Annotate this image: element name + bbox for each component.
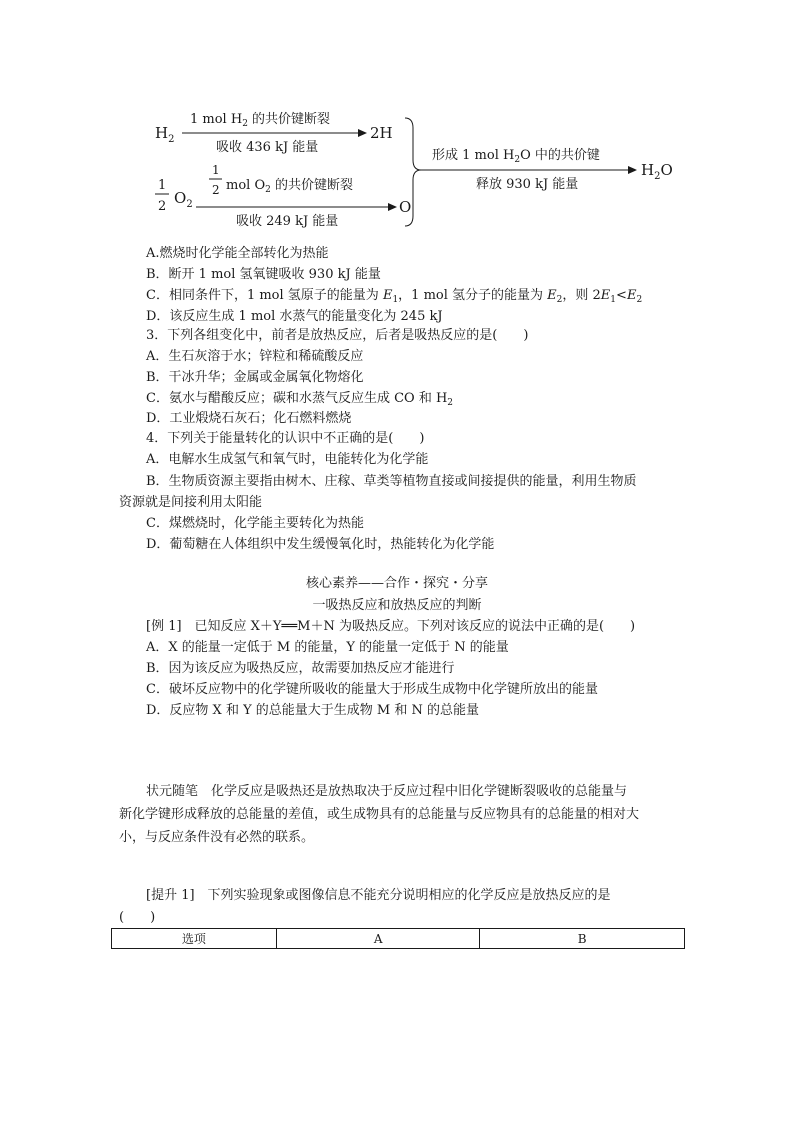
note-line-1: 状元随笔 化学反应是吸热还是放热取决于反应过程中旧化学键断裂吸收的总能量与: [146, 784, 628, 799]
section-subtitle: 一吸热反应和放热反应的判断: [312, 598, 482, 613]
practice1-paren: ( ): [119, 910, 156, 925]
product-h2o-label: $H_2O$: [641, 161, 673, 182]
h2-absorb-label: 吸收 436 kJ 能量: [216, 140, 319, 155]
q2-option-d: D．该反应生成 1 mol 水蒸气的能量变化为 245 kJ: [146, 309, 443, 324]
example1-stem: [例 1] 已知反应 X＋Y══M＋N 为吸热反应。下列对该反应的说法中正确的是( ): [146, 619, 636, 634]
q2-option-a: A.燃烧时化学能全部转化为热能: [146, 246, 329, 261]
q3-option-b: B．干冰升华；金属或金属氧化物熔化: [146, 370, 364, 385]
bond-energy-diagram: [0, 0, 794, 240]
o2-arrow-head: [388, 203, 397, 211]
q4-option-d: D．葡萄糖在人体组织中发生缓慢氧化时，热能转化为化学能: [146, 537, 495, 552]
o2-half-denominator: 2: [212, 183, 220, 197]
note-line-3: 小，与反应条件没有必然的联系。: [119, 830, 315, 845]
o2-label: $O_2$: [174, 189, 193, 210]
q3-stem: 3．下列各组变化中，前者是放热反应，后者是吸热反应的是( ): [146, 328, 529, 343]
q2-option-b: B．断开 1 mol 氢氧键吸收 930 kJ 能量: [146, 267, 381, 282]
q2-option-c: C．相同条件下，1 mol 氢原子的能量为 $E_1$，1 mol 氢分子的能量为 $E_2$，则 $2E_1<E_2$: [146, 288, 643, 305]
q4-option-c: C．煤燃烧时，化学能主要转化为热能: [146, 516, 364, 531]
q4-option-a: A．电解水生成氢气和氧气时，电能转化为化学能: [146, 452, 429, 467]
formation-arrow-head: [628, 166, 637, 174]
example1-option-a: A．X 的能量一定低于 M 的能量，Y 的能量一定低于 N 的能量: [146, 640, 509, 655]
table-header-a: A: [276, 929, 480, 949]
h2-bond-break-label: 1 mol $H_2$ 的共价键断裂: [190, 112, 331, 129]
o2-bond-break-label: mol $O_2$ 的共价键断裂: [226, 178, 353, 195]
section-title: 核心素养——合作・探究・分享: [305, 576, 488, 591]
q3-option-c: C．氨水与醋酸反应；碳和水蒸气反应生成 CO 和 $H_2$: [146, 391, 454, 408]
formation-label: 形成 1 mol $H_2O$ 中的共价键: [432, 148, 600, 165]
table-header-row: [112, 929, 685, 949]
atom-h-label: 2H: [370, 124, 393, 142]
atom-o-label: O: [399, 198, 412, 216]
note-line-2: 新化学键形成释放的总能量的差值，或生成物具有的总能量与反应物具有的总能量的相对大: [119, 807, 640, 822]
q4-option-b-line2: 资源就是间接利用太阳能: [119, 495, 263, 510]
practice1-stem: [提升 1] 下列实验现象或图像信息不能充分说明相应的化学反应是放热反应的是: [146, 888, 611, 903]
h2-label: $H_2$: [155, 124, 175, 145]
half-denominator: 2: [158, 199, 167, 214]
table-header-option: 选项: [112, 929, 277, 949]
example1-option-b: B．因为该反应为吸热反应，故需要加热反应才能进行: [146, 661, 455, 676]
options-table: [111, 928, 685, 949]
q4-option-b-line1: B．生物质资源主要指由树木、庄稼、草类等植物直接或间接提供的能量，利用生物质: [146, 474, 637, 489]
release-label: 释放 930 kJ 能量: [476, 177, 579, 192]
q3-option-a: A．生石灰溶于水；锌粒和稀硫酸反应: [146, 349, 364, 364]
h2-arrow-head: [358, 129, 367, 137]
example1-option-d: D．反应物 X 和 Y 的总能量大于生成物 M 和 N 的总能量: [146, 703, 480, 718]
o2-half-numerator: 1: [212, 163, 220, 177]
example1-option-c: C．破坏反应物中的化学键所吸收的能量大于形成生成物中化学键所放出的能量: [146, 682, 598, 697]
q3-option-d: D．工业煅烧石灰石；化石燃料燃烧: [146, 411, 352, 426]
o2-absorb-label: 吸收 249 kJ 能量: [236, 214, 339, 229]
half-numerator: 1: [158, 178, 167, 193]
table-header-b: B: [480, 929, 685, 949]
q4-stem: 4．下列关于能量转化的认识中不正确的是( ): [146, 431, 425, 446]
